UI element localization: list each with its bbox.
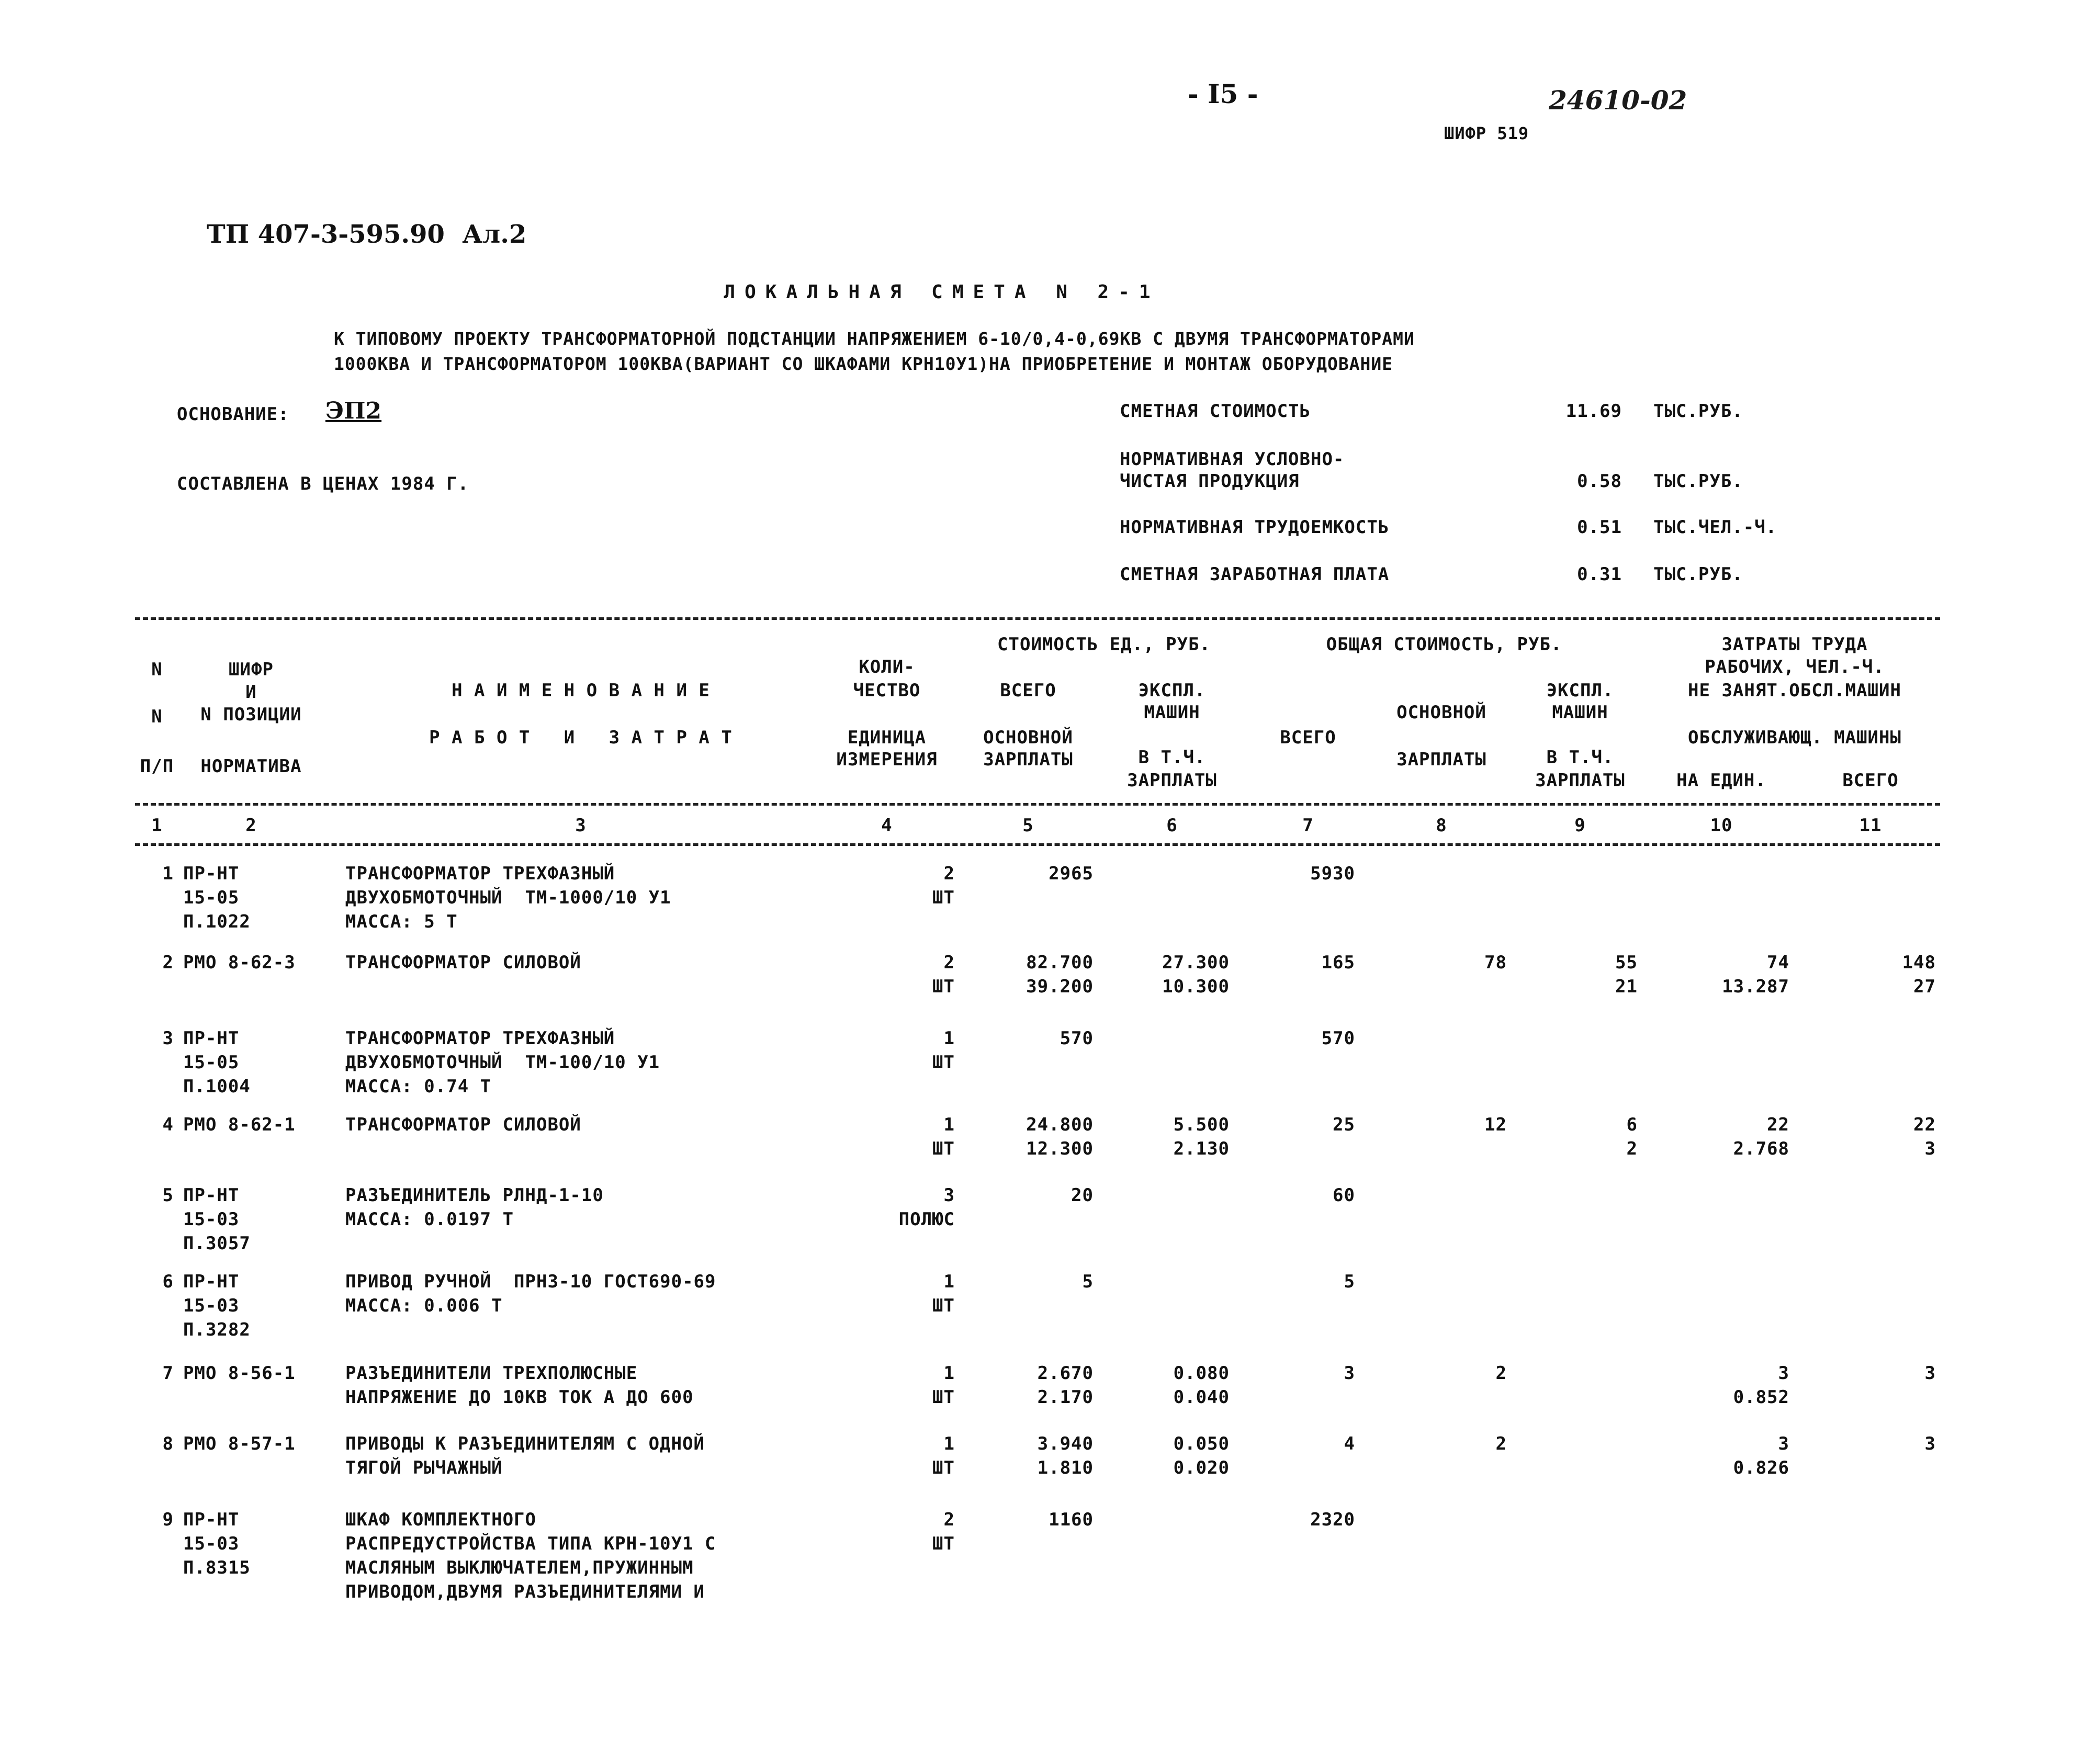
summary-label: СМЕТНАЯ СТОИМОСТЬ: [1120, 401, 1311, 422]
table-rule-numbers-bottom: [135, 843, 1940, 846]
row-c5a: 2.670: [1037, 1363, 1094, 1384]
row-code: 15-03: [183, 1533, 240, 1554]
row-code: ПР-НТ: [183, 1028, 240, 1049]
row-c10b: 0.826: [1733, 1457, 1789, 1478]
header-col-11: ВСЕГО: [1842, 770, 1899, 791]
row-c8: 78: [1484, 952, 1507, 973]
row-quantity: 3: [943, 1185, 955, 1206]
row-code: П.3282: [183, 1319, 251, 1340]
row-number: 2: [162, 952, 174, 973]
row-c6b: 10.300: [1162, 976, 1230, 997]
row-c11b: 3: [1924, 1138, 1936, 1159]
row-unit: ШТ: [932, 1052, 955, 1073]
row-c10a: 3: [1778, 1363, 1789, 1384]
row-name: МАСЛЯНЫМ ВЫКЛЮЧАТЕЛЕМ,ПРУЖИННЫМ: [345, 1557, 694, 1578]
row-code: П.1022: [183, 911, 251, 932]
row-c5a: 570: [1060, 1028, 1094, 1049]
row-quantity: 2: [943, 952, 955, 973]
row-name: ТРАНСФОРМАТОР СИЛОВОЙ: [345, 1114, 581, 1135]
column-number: 2: [245, 815, 257, 836]
header-col-6: ЭКСПЛ.: [1138, 680, 1206, 701]
row-c5b: 39.200: [1026, 976, 1094, 997]
row-c5b: 1.810: [1037, 1457, 1094, 1478]
row-name: МАССА: 0.0197 Т: [345, 1209, 514, 1230]
row-c6a: 0.050: [1173, 1433, 1230, 1454]
row-c7: 4: [1344, 1433, 1355, 1454]
row-name: РАЗЪЕДИНИТЕЛИ ТРЕХПОЛЮСНЫЕ: [345, 1363, 638, 1384]
table-rule-header-bottom: [135, 803, 1940, 806]
row-code: 15-03: [183, 1209, 240, 1230]
row-name: МАССА: 0.006 Т: [345, 1295, 503, 1316]
row-name: ШКАФ КОМПЛЕКТНОГО: [345, 1509, 536, 1530]
row-c5a: 3.940: [1037, 1433, 1094, 1454]
summary-label: НОРМАТИВНАЯ УСЛОВНО-: [1120, 449, 1345, 470]
header-col-7: ВСЕГО: [1280, 727, 1336, 748]
row-name: ТРАНСФОРМАТОР ТРЕХФАЗНЫЙ: [345, 863, 615, 884]
summary-unit: ТЫС.РУБ.: [1653, 564, 1743, 585]
header-total-cost: ОБЩАЯ СТОИМОСТЬ, РУБ.: [1326, 634, 1562, 655]
row-unit: ШТ: [932, 976, 955, 997]
header-labor: ОБСЛУЖИВАЮЩ. МАШИНЫ: [1688, 727, 1901, 748]
column-number: 4: [881, 815, 893, 836]
row-c6b: 0.040: [1173, 1387, 1230, 1408]
basis-value: ЭП2: [325, 398, 382, 424]
row-c10b: 2.768: [1733, 1138, 1789, 1159]
row-name: ДВУХОБМОТОЧНЫЙ ТМ-1000/10 У1: [345, 887, 671, 908]
row-name: ТРАНСФОРМАТОР ТРЕХФАЗНЫЙ: [345, 1028, 615, 1049]
row-unit: ШТ: [932, 1533, 955, 1554]
subtitle-line-1: К ТИПОВОМУ ПРОЕКТУ ТРАНСФОРМАТОРНОЙ ПОДСТАНЦИИ НАПРЯЖЕНИЕМ 6-10/0,4-0,69КВ С ДВУМЯ ТРАНСФОРМАТОРАМИ: [334, 329, 1415, 349]
row-number: 6: [162, 1271, 174, 1292]
column-number: 8: [1436, 815, 1447, 836]
row-code: ПР-НТ: [183, 1509, 240, 1530]
header-col-code: ШИФР: [229, 659, 274, 680]
row-unit: ШТ: [932, 1387, 955, 1408]
row-c5a: 20: [1071, 1185, 1094, 1206]
table-rule-top: [135, 617, 1940, 620]
row-quantity: 1: [943, 1271, 955, 1292]
row-quantity: 1: [943, 1433, 955, 1454]
header-col-qty: ЕДИНИЦА: [847, 727, 927, 748]
header-cost-per-unit: СТОИМОСТЬ ЕД., РУБ.: [997, 634, 1211, 655]
row-c11b: 27: [1913, 976, 1936, 997]
row-c9a: 55: [1615, 952, 1638, 973]
row-c11a: 148: [1902, 952, 1936, 973]
row-c7: 5930: [1310, 863, 1355, 884]
row-quantity: 1: [943, 1114, 955, 1135]
row-quantity: 2: [943, 1509, 955, 1530]
cipher: ШИФР 519: [1444, 123, 1529, 143]
prices-note: СОСТАВЛЕНА В ЦЕНАХ 1984 Г.: [177, 473, 469, 494]
header-col-9: В Т.Ч.: [1546, 747, 1614, 768]
row-name: МАССА: 0.74 Т: [345, 1076, 492, 1097]
row-c6b: 0.020: [1173, 1457, 1230, 1478]
row-c7: 2320: [1310, 1509, 1355, 1530]
row-c9a: 6: [1626, 1114, 1638, 1135]
header-col-6: МАШИН: [1144, 702, 1200, 723]
summary-unit: ТЫС.ЧЕЛ.-Ч.: [1653, 517, 1777, 538]
header-labor: НЕ ЗАНЯТ.ОБСЛ.МАШИН: [1688, 680, 1901, 701]
basis-label: ОСНОВАНИЕ:: [177, 404, 289, 425]
row-code: РМО 8-62-1: [183, 1114, 296, 1135]
row-c6a: 5.500: [1173, 1114, 1230, 1135]
row-c8: 2: [1495, 1433, 1507, 1454]
row-c6b: 2.130: [1173, 1138, 1230, 1159]
row-c8: 2: [1495, 1363, 1507, 1384]
header-col-code: И: [245, 682, 257, 703]
row-code: РМО 8-56-1: [183, 1363, 296, 1384]
summary-unit: ТЫС.РУБ.: [1653, 471, 1743, 492]
header-col-qty: ИЗМЕРЕНИЯ: [836, 749, 938, 770]
row-c6a: 27.300: [1162, 952, 1230, 973]
summary-unit: ТЫС.РУБ.: [1653, 401, 1743, 422]
estimate-title: ЛОКАЛЬНАЯ СМЕТА N 2-1: [724, 281, 1160, 303]
row-number: 7: [162, 1363, 174, 1384]
row-name: МАССА: 5 Т: [345, 911, 458, 932]
summary-value: 0.58: [1577, 471, 1622, 492]
row-unit: ШТ: [932, 1295, 955, 1316]
row-code: П.1004: [183, 1076, 251, 1097]
row-c6a: 0.080: [1173, 1363, 1230, 1384]
row-quantity: 2: [943, 863, 955, 884]
row-code: 15-05: [183, 887, 240, 908]
row-c7: 3: [1344, 1363, 1355, 1384]
row-name: ТЯГОЙ РЫЧАЖНЫЙ: [345, 1457, 503, 1478]
row-unit: ШТ: [932, 887, 955, 908]
row-c7: 5: [1344, 1271, 1355, 1292]
summary-label: НОРМАТИВНАЯ ТРУДОЕМКОСТЬ: [1120, 517, 1390, 538]
row-c5a: 5: [1082, 1271, 1094, 1292]
row-unit: ПОЛЮС: [898, 1209, 955, 1230]
row-c7: 60: [1333, 1185, 1355, 1206]
row-name: ПРИВОД РУЧНОЙ ПРНЗ-10 ГОСТ690-69: [345, 1271, 716, 1292]
column-number: 3: [575, 815, 587, 836]
row-c8: 12: [1484, 1114, 1507, 1135]
column-number: 11: [1859, 815, 1882, 836]
row-quantity: 1: [943, 1028, 955, 1049]
row-c7: 570: [1321, 1028, 1355, 1049]
row-code: РМО 8-62-3: [183, 952, 296, 973]
column-number: 5: [1022, 815, 1034, 836]
row-number: 1: [162, 863, 174, 884]
row-c11a: 22: [1913, 1114, 1936, 1135]
row-c10b: 13.287: [1722, 976, 1789, 997]
row-c9b: 21: [1615, 976, 1638, 997]
row-c10a: 22: [1767, 1114, 1789, 1135]
header-col-qty: КОЛИ-: [859, 657, 915, 677]
row-name: ПРИВОДЫ К РАЗЪЕДИНИТЕЛЯМ С ОДНОЙ: [345, 1433, 705, 1454]
header-col-9: МАШИН: [1552, 702, 1608, 723]
row-quantity: 1: [943, 1363, 955, 1384]
row-code: РМО 8-57-1: [183, 1433, 296, 1454]
header-col-6: ЗАРПЛАТЫ: [1127, 770, 1217, 791]
column-number: 1: [151, 815, 163, 836]
row-code: ПР-НТ: [183, 1271, 240, 1292]
row-code: ПР-НТ: [183, 863, 240, 884]
header-col-n: П/П: [140, 756, 174, 777]
summary-label: СМЕТНАЯ ЗАРАБОТНАЯ ПЛАТА: [1120, 564, 1390, 585]
row-number: 5: [162, 1185, 174, 1206]
row-c10b: 0.852: [1733, 1387, 1789, 1408]
row-number: 8: [162, 1433, 174, 1454]
header-col-n: N: [151, 659, 163, 680]
row-code: П.8315: [183, 1557, 251, 1578]
row-c5b: 2.170: [1037, 1387, 1094, 1408]
row-number: 3: [162, 1028, 174, 1049]
row-c5a: 82.700: [1026, 952, 1094, 973]
column-number: 9: [1574, 815, 1586, 836]
row-name: РАСПРЕДУСТРОЙСТВА ТИПА КРН-10У1 С: [345, 1533, 716, 1554]
doc-code: ТП 407-3-595.90 Ал.2: [207, 220, 527, 249]
row-code: 15-05: [183, 1052, 240, 1073]
header-labor: РАБОЧИХ, ЧЕЛ.-Ч.: [1705, 657, 1885, 677]
header-col-9: ЭКСПЛ.: [1546, 680, 1614, 701]
header-labor: ЗАТРАТЫ ТРУДА: [1721, 634, 1868, 655]
header-col-5: ОСНОВНОЙ: [983, 727, 1073, 748]
row-number: 9: [162, 1509, 174, 1530]
header-col-n: N: [151, 706, 163, 727]
row-name: ПРИВОДОМ,ДВУМЯ РАЗЪЕДИНИТЕЛЯМИ И: [345, 1581, 705, 1602]
subtitle-line-2: 1000КВА И ТРАНСФОРМАТОРОМ 100КВА(ВАРИАНТ СО ШКАФАМИ КРН10У1)НА ПРИОБРЕТЕНИЕ И МОНТАЖ ОБОРУДОВАНИЕ: [334, 354, 1393, 374]
row-code: П.3057: [183, 1233, 251, 1254]
row-c7: 25: [1333, 1114, 1355, 1135]
column-number: 10: [1710, 815, 1733, 836]
header-col-name: Н А И М Е Н О В А Н И Е: [452, 680, 710, 701]
row-c11a: 3: [1924, 1433, 1936, 1454]
row-c5a: 2965: [1049, 863, 1094, 884]
row-code: ПР-НТ: [183, 1185, 240, 1206]
row-c9b: 2: [1626, 1138, 1638, 1159]
header-col-10: НА ЕДИН.: [1676, 770, 1766, 791]
row-name: НАПРЯЖЕНИЕ ДО 10КВ ТОК А ДО 600: [345, 1387, 694, 1408]
row-unit: ШТ: [932, 1457, 955, 1478]
header-col-8: ОСНОВНОЙ: [1396, 702, 1486, 723]
row-c10a: 3: [1778, 1433, 1789, 1454]
row-name: ТРАНСФОРМАТОР СИЛОВОЙ: [345, 952, 581, 973]
row-code: 15-03: [183, 1295, 240, 1316]
row-unit: ШТ: [932, 1138, 955, 1159]
header-col-code: НОРМАТИВА: [200, 756, 302, 777]
column-number: 6: [1166, 815, 1178, 836]
row-c5a: 1160: [1049, 1509, 1094, 1530]
header-col-5: ВСЕГО: [1000, 680, 1056, 701]
summary-label-continued: ЧИСТАЯ ПРОДУКЦИЯ: [1120, 471, 1300, 492]
page-number: - I5 -: [1188, 78, 1258, 109]
summary-value: 0.51: [1577, 517, 1622, 538]
row-c5a: 24.800: [1026, 1114, 1094, 1135]
column-number: 7: [1302, 815, 1314, 836]
stamp-number: 24610-02: [1549, 85, 1687, 116]
row-name: РАЗЪЕДИНИТЕЛЬ РЛНД-1-10: [345, 1185, 604, 1206]
row-c11a: 3: [1924, 1363, 1936, 1384]
row-c7: 165: [1321, 952, 1355, 973]
header-col-9: ЗАРПЛАТЫ: [1535, 770, 1625, 791]
row-number: 4: [162, 1114, 174, 1135]
header-col-code: N ПОЗИЦИИ: [200, 704, 302, 725]
summary-value: 0.31: [1577, 564, 1622, 585]
header-col-5: ЗАРПЛАТЫ: [983, 749, 1073, 770]
header-col-name: Р А Б О Т И З А Т Р А Т: [429, 727, 733, 748]
summary-value: 11.69: [1565, 401, 1622, 422]
header-col-6: В Т.Ч.: [1138, 747, 1206, 768]
header-col-qty: ЧЕСТВО: [853, 680, 921, 701]
row-name: ДВУХОБМОТОЧНЫЙ ТМ-100/10 У1: [345, 1052, 660, 1073]
header-col-8: ЗАРПЛАТЫ: [1396, 749, 1486, 770]
row-c10a: 74: [1767, 952, 1789, 973]
row-c5b: 12.300: [1026, 1138, 1094, 1159]
